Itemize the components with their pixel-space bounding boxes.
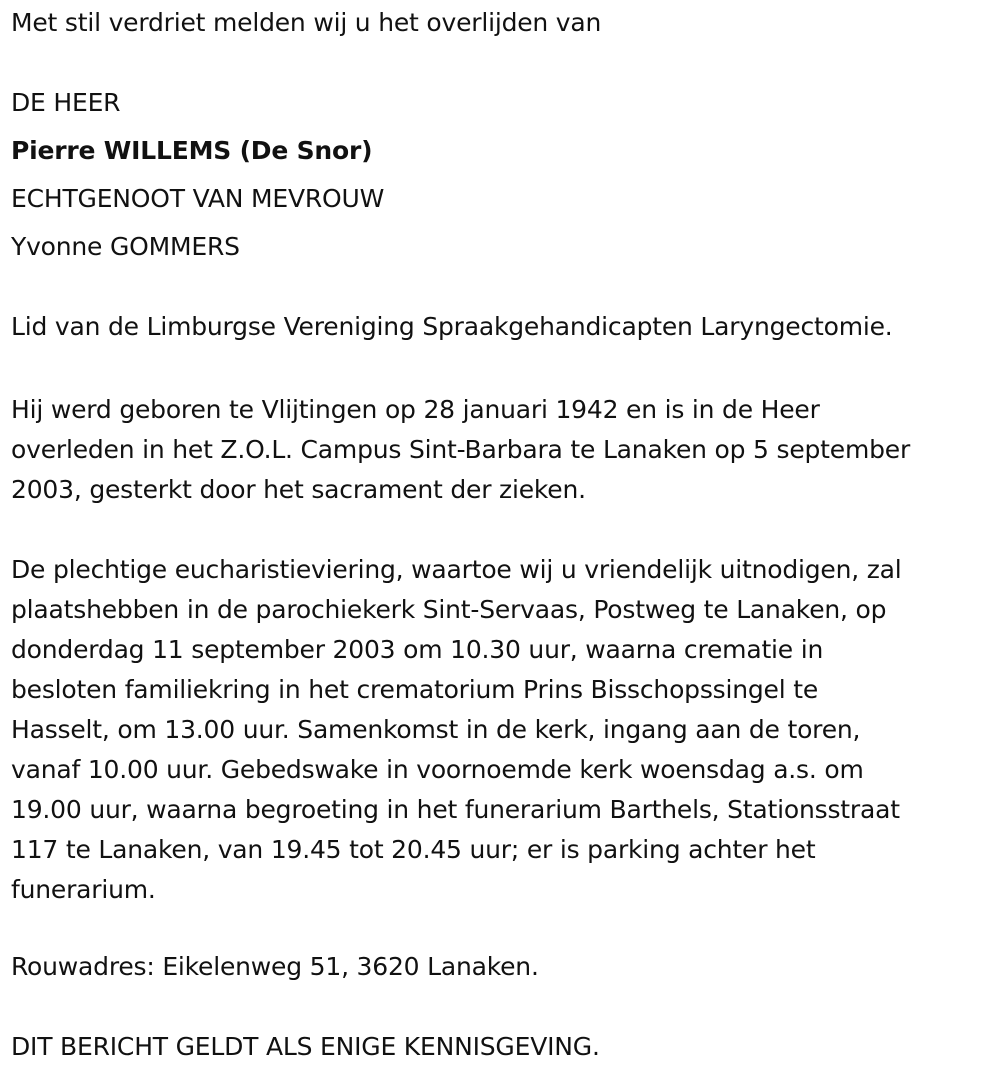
membership-text: Lid van de Limburgse Vereniging Spraakgehandicapten Laryngectomie. [11, 312, 893, 341]
closing-notice: DIT BERICHT GELDT ALS ENIGE KENNISGEVING. [11, 1032, 600, 1061]
spouse-label: ECHTGENOOT VAN MEVROUW [11, 184, 385, 213]
intro-text: Met stil verdriet melden wij u het overlijden van [11, 8, 602, 37]
biography-line: 2003, gesterkt door het sacrament der zieken. [11, 475, 586, 504]
salutation: DE HEER [11, 88, 121, 117]
service-line: Hasselt, om 13.00 uur. Samenkomst in de kerk, ingang aan de toren, [11, 715, 861, 744]
service-line: De plechtige eucharistieviering, waartoe wij u vriendelijk uitnodigen, zal [11, 555, 902, 584]
service-line: 19.00 uur, waarna begroeting in het funerarium Barthels, Stationsstraat [11, 795, 900, 824]
service-line: plaatshebben in de parochiekerk Sint-Servaas, Postweg te Lanaken, op [11, 595, 887, 624]
biography-line: overleden in het Z.O.L. Campus Sint-Barbara te Lanaken op 5 september [11, 435, 911, 464]
biography-line: Hij werd geboren te Vlijtingen op 28 januari 1942 en is in de Heer [11, 395, 820, 424]
service-line: donderdag 11 september 2003 om 10.30 uur, waarna crematie in [11, 635, 824, 664]
service-line: 117 te Lanaken, van 19.45 tot 20.45 uur; er is parking achter het [11, 835, 816, 864]
service-line: funerarium. [11, 875, 156, 904]
biography-paragraph [11, 390, 991, 510]
service-line: besloten familiekring in het crematorium Prins Bisschopssingel te [11, 675, 818, 704]
mourning-address: Rouwadres: Eikelenweg 51, 3620 Lanaken. [11, 952, 539, 981]
deceased-name: Pierre WILLEMS (De Snor) [11, 136, 373, 165]
spouse-name: Yvonne GOMMERS [11, 232, 240, 261]
service-paragraph [11, 550, 991, 910]
service-line: vanaf 10.00 uur. Gebedswake in voornoemde kerk woensdag a.s. om [11, 755, 864, 784]
